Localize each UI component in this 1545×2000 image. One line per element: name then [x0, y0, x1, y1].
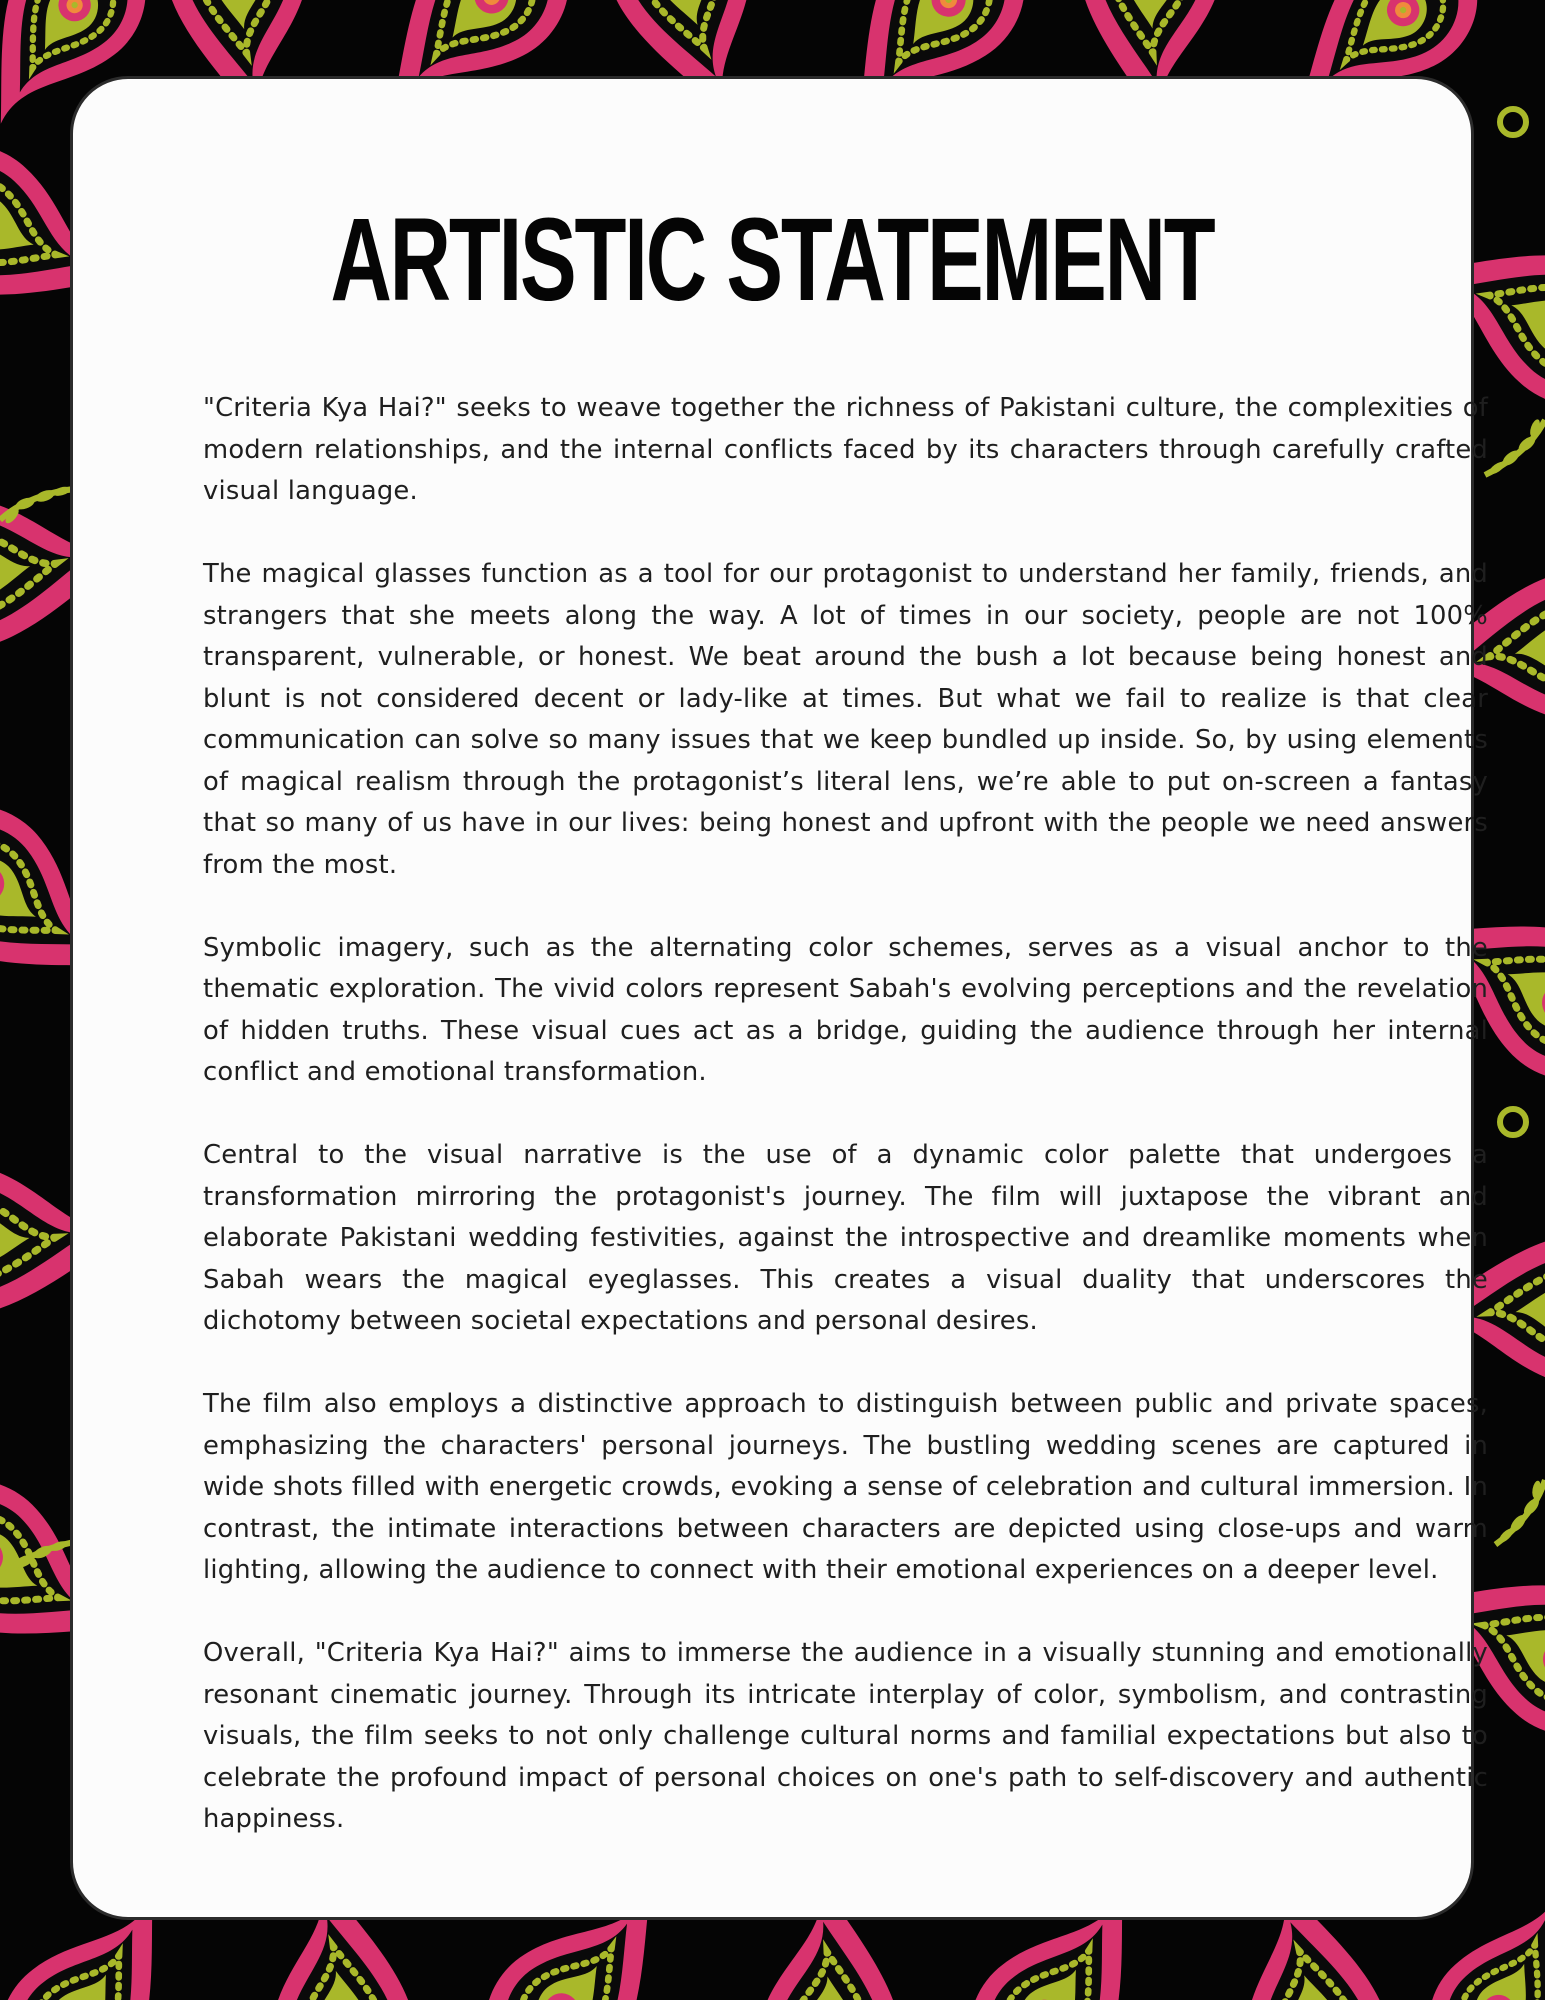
paragraph: Central to the visual narrative is the use of a dynamic color palette that undergoes a transformation mirroring the protagonist's journey. The film will juxtapose the vibrant and elaborate Pakistani wedding festivities, against the introspective and dreamlike moments when Sabah wears the magical eyeglasses. This creates a visual duality that underscores the dichotomy between societal expectations and personal desires. [203, 1140, 1488, 1336]
page-title: ARTISTIC STATEMENT [330, 194, 1214, 326]
paragraph: Symbolic imagery, such as the alternating color schemes, serves as a visual anchor to the thematic exploration. The vivid colors represent Sabah's evolving perceptions and the revelation of hidden truths. These visual cues act as a bridge, guiding the audience through her internal conflict and emotional transformation. [203, 932, 1488, 1087]
statement-body [203, 388, 1488, 1882]
statement-card [70, 76, 1488, 1920]
paragraph: The magical glasses function as a tool for our protagonist to understand her family, friends, and strangers that she meets along the way. A lot of times in our society, people are not 100% transparent, vulnerable, or honest. We beat around the bush a lot because being honest and blunt is not considered decent or lady-like at times. But what we fail to realize is that clear communication can solve so many issues that we keep bundled up inside. So, by using elements of magical realism through the protagonist’s literal lens, we’re able to put on-screen a fantasy that so many of us have in our lives: being honest and upfront with the people we need answers from the most. [203, 559, 1488, 880]
paragraph: "Criteria Kya Hai?" seeks to weave together the richness of Pakistani culture, the complexities of modern relationships, and the internal conflicts faced by its characters through carefully crafted visual language. [203, 393, 1488, 506]
paragraph: The film also employs a distinctive approach to distinguish between public and private spaces, emphasizing the characters' personal journeys. The bustling wedding scenes are captured in wide shots filled with energetic crowds, evoking a sense of celebration and cultural immersion. In contrast, the intimate interactions between characters are depicted using close-ups and warm lighting, allowing the audience to connect with their emotional experiences on a deeper level. [203, 1389, 1488, 1585]
paragraph: Overall, "Criteria Kya Hai?" aims to immerse the audience in a visually stunning and emotionally resonant cinematic journey. Through its intricate interplay of color, symbolism, and contrasting visuals, the film seeks to not only challenge cultural norms and familial expectations but also to celebrate the profound impact of personal choices on one's path to self-discovery and authentic happiness. [203, 1638, 1488, 1834]
